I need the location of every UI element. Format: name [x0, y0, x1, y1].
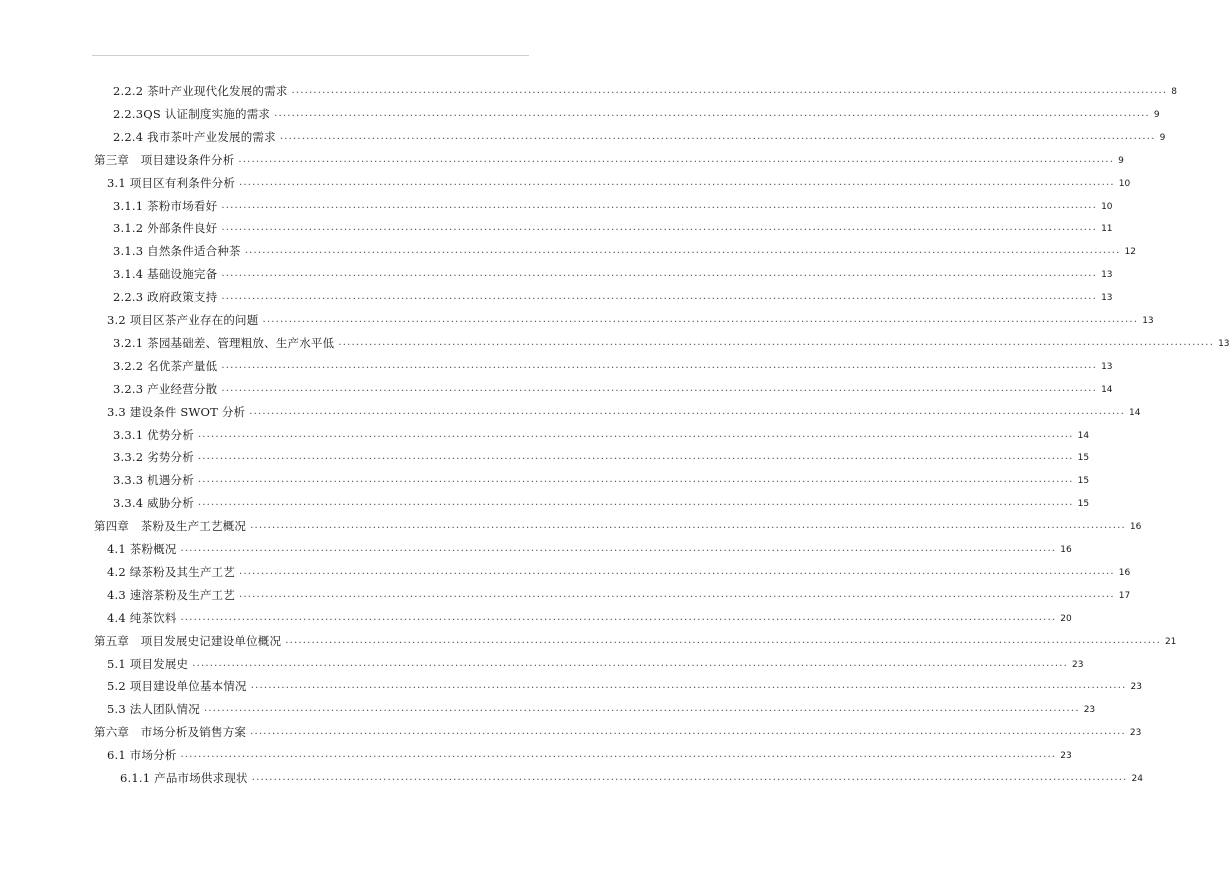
toc-entry[interactable]	[113, 467, 1090, 488]
toc-page-number: 17	[1118, 590, 1131, 601]
toc-page-number: 14	[1129, 407, 1141, 418]
toc-entry[interactable]	[94, 719, 1142, 740]
toc-page-number: 14	[1077, 430, 1090, 441]
toc-entry-title: 2.2.4 我市茶叶产业发展的需求	[113, 129, 276, 144]
toc-page-number: 8	[1171, 87, 1177, 97]
toc-page-number: 13	[1101, 361, 1113, 372]
toc-dot-leader: ........................................................................................................................................................................................................	[291, 85, 1168, 96]
toc-entry[interactable]	[107, 559, 1131, 579]
toc-entry[interactable]	[107, 605, 1072, 625]
toc-dot-leader: ........................................................................................................................................................................................................	[250, 520, 1126, 532]
toc-entry-title: 5.3 法人团队情况	[107, 702, 200, 717]
toc-entry-title: 5.2 项目建设单位基本情况	[107, 679, 247, 694]
toc-entry[interactable]	[94, 147, 1124, 167]
toc-entry-title: 3.3.1 优势分析	[113, 427, 194, 442]
toc-page-number: 23	[1072, 659, 1084, 670]
toc-entry[interactable]	[113, 422, 1090, 442]
toc-page-number: 9	[1159, 132, 1166, 143]
toc-entry[interactable]	[113, 124, 1166, 144]
toc-dot-leader: ........................................................................................................................................................................................................	[221, 199, 1098, 211]
toc-entry-title: 2.2.3QS 认证制度实施的需求	[113, 106, 271, 121]
toc-dot-leader: ........................................................................................................................................................................................................	[180, 543, 1057, 554]
toc-dot-leader: ........................................................................................................................................................................................................	[239, 176, 1115, 188]
toc-page-number: 15	[1077, 499, 1090, 510]
toc-page-number: 23	[1129, 728, 1142, 739]
toc-entry[interactable]	[107, 651, 1084, 671]
toc-dot-leader: ........................................................................................................................................................................................................	[249, 405, 1126, 417]
toc-page-number: 13	[1218, 338, 1230, 349]
toc-dot-leader: ........................................................................................................................................................................................................	[192, 657, 1068, 669]
toc-page-number: 15	[1077, 453, 1090, 464]
toc-entry[interactable]	[107, 170, 1131, 190]
toc-page-number: 9	[1153, 109, 1160, 120]
toc-dot-leader: ........................................................................................................................................................................................................	[250, 726, 1126, 738]
toc-entry[interactable]	[113, 353, 1113, 373]
toc-entry[interactable]	[113, 215, 1113, 236]
toc-entry-title: 4.3 速溶茶粉及生产工艺	[107, 587, 236, 602]
toc-dot-leader: ........................................................................................................................................................................................................	[221, 291, 1098, 303]
toc-entry-title: 3.2 项目区茶产业存在的问题	[107, 313, 259, 327]
toc-entry[interactable]	[113, 101, 1160, 121]
toc-dot-leader: ........................................................................................................................................................................................................	[239, 565, 1115, 577]
toc-entry-title: 3.2.2 名优茶产量低	[113, 358, 218, 373]
toc-entry-title: 3.1.2 外部条件良好	[113, 221, 218, 236]
toc-dot-leader: ........................................................................................................................................................................................................	[244, 245, 1121, 257]
toc-entry[interactable]	[113, 261, 1113, 282]
toc-page-number: 23	[1130, 682, 1142, 693]
toc-entry-title: 3.1 项目区有利条件分析	[107, 175, 236, 190]
toc-entry-title: 第四章 茶粉及生产工艺概况	[94, 519, 247, 534]
toc-dot-leader: ........................................................................................................................................................................................................	[203, 703, 1080, 715]
toc-entry-title: 4.2 绿茶粉及其生产工艺	[107, 564, 236, 579]
toc-entry[interactable]	[113, 490, 1090, 511]
toc-dot-leader: ........................................................................................................................................................................................................	[279, 130, 1156, 142]
toc-entry-title: 4.4 纯茶饮料	[107, 610, 177, 625]
toc-page-number: 13	[1142, 316, 1154, 326]
toc-entry-title: 3.3 建设条件 SWOT 分析	[107, 404, 246, 419]
toc-dot-leader: ........................................................................................................................................................................................................	[239, 588, 1115, 600]
toc-entry[interactable]	[113, 78, 1177, 98]
toc-entry-title: 5.1 项目发展史	[107, 656, 189, 671]
toc-entry-title: 第五章 项目发展史记建设单位概况	[94, 633, 282, 648]
toc-entry-title: 第六章 市场分析及销售方案	[94, 725, 247, 740]
toc-page-number: 11	[1101, 224, 1113, 235]
toc-entry-title: 第三章 项目建设条件分析	[94, 152, 235, 167]
toc-dot-leader: ........................................................................................................................................................................................................	[197, 428, 1074, 440]
toc-page-number: 24	[1131, 774, 1143, 784]
toc-page-number: 23	[1083, 705, 1096, 716]
toc-entry[interactable]	[107, 582, 1131, 602]
toc-page-number: 21	[1164, 636, 1177, 647]
toc-dot-leader: ........................................................................................................................................................................................................	[221, 359, 1098, 371]
toc-page-number: 14	[1101, 384, 1113, 395]
toc-page-number: 20	[1060, 613, 1072, 624]
toc-entry[interactable]	[107, 742, 1072, 763]
toc-entry[interactable]	[113, 444, 1090, 465]
toc-page-number: 23	[1060, 751, 1072, 762]
toc-entry[interactable]	[113, 193, 1113, 213]
toc-entry[interactable]	[94, 628, 1177, 648]
toc-page-number: 16	[1060, 545, 1072, 555]
toc-entry-title: 3.2.1 茶园基础差、管理粗放、生产水平低	[113, 335, 335, 350]
toc-dot-leader: ........................................................................................................................................................................................................	[197, 451, 1074, 463]
toc-entry-title: 3.1.3 自然条件适合种茶	[113, 244, 241, 259]
toc-page-number: 15	[1077, 476, 1090, 487]
toc-dot-leader: ........................................................................................................................................................................................................	[338, 336, 1215, 348]
toc-dot-leader: ........................................................................................................................................................................................................	[221, 222, 1098, 234]
toc-entry[interactable]	[113, 376, 1113, 396]
header-rule	[92, 55, 529, 56]
toc-page-number: 16	[1118, 567, 1131, 578]
toc-entry-title: 6.1.1 产品市场供求现状	[120, 771, 248, 785]
toc-entry[interactable]	[120, 765, 1143, 785]
toc-entry[interactable]	[113, 284, 1113, 305]
toc-entry[interactable]	[107, 673, 1142, 694]
toc-page-number: 16	[1129, 522, 1142, 533]
toc-dot-leader: ........................................................................................................................................................................................................	[250, 680, 1127, 692]
toc-entry[interactable]	[107, 696, 1096, 717]
toc-entry[interactable]	[113, 330, 1230, 350]
toc-dot-leader: ........................................................................................................................................................................................................	[238, 153, 1115, 165]
toc-dot-leader: ........................................................................................................................................................................................................	[274, 107, 1150, 119]
toc-entry-title: 3.3.2 劣势分析	[113, 450, 194, 465]
toc-page-number: 13	[1101, 293, 1113, 304]
toc-entry[interactable]	[107, 536, 1072, 556]
toc-page-number: 12	[1124, 247, 1136, 258]
toc-entry-title: 3.1.1 茶粉市场看好	[113, 198, 218, 213]
toc-entry-title: 4.1 茶粉概况	[107, 542, 177, 556]
toc-entry-title: 3.3.4 威胁分析	[113, 496, 194, 511]
toc-dot-leader: ........................................................................................................................................................................................................	[262, 314, 1139, 325]
toc-page-number: 13	[1101, 270, 1113, 281]
toc-entry-title: 2.2.2 茶叶产业现代化发展的需求	[113, 84, 288, 98]
toc-entry-title: 2.2.3 政府政策支持	[113, 290, 218, 305]
toc-dot-leader: ........................................................................................................................................................................................................	[221, 382, 1098, 394]
toc-entry-title: 3.1.4 基础设施完备	[113, 267, 218, 282]
toc-entry[interactable]	[107, 307, 1154, 327]
toc-entry[interactable]	[107, 399, 1141, 419]
toc-page-number: 10	[1101, 201, 1113, 212]
toc-dot-leader: ........................................................................................................................................................................................................	[180, 749, 1057, 761]
toc-entry[interactable]	[94, 513, 1142, 534]
toc-page-number: 9	[1118, 155, 1124, 166]
toc-entry-title: 3.3.3 机遇分析	[113, 473, 194, 488]
toc-dot-leader: ........................................................................................................................................................................................................	[197, 474, 1074, 486]
toc-entry-title: 6.1 市场分析	[107, 748, 177, 763]
toc-dot-leader: ........................................................................................................................................................................................................	[180, 611, 1057, 623]
toc-dot-leader: ........................................................................................................................................................................................................	[221, 268, 1098, 280]
toc-entry[interactable]	[113, 238, 1136, 259]
toc-dot-leader: ........................................................................................................................................................................................................	[251, 772, 1128, 783]
toc-dot-leader: ........................................................................................................................................................................................................	[285, 634, 1161, 646]
toc-entry-title: 3.2.3 产业经营分散	[113, 381, 218, 396]
toc-page-number: 10	[1118, 178, 1131, 189]
toc-dot-leader: ........................................................................................................................................................................................................	[197, 497, 1074, 509]
